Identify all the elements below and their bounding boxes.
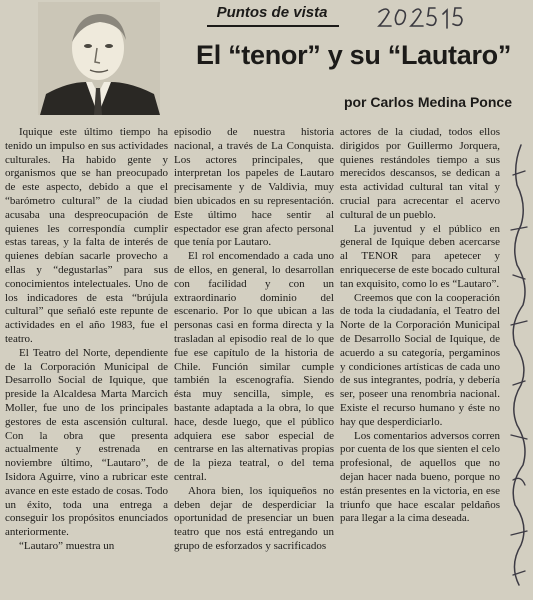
column-2-paragraph: El rol encomendado a cada uno de ellos, en general, lo desarrollan con facilidad y con un extraordinario dominio del escenario. Por lo que ubican a las personas casi en forma directa y la trasladan al episodio real de lo que fue ese capítulo de la historia de Chile. Función similar cumple también la escenografía. Siendo ésta muy sencilla, simple, es bastante adaptada a la obra, lo que hace, desde luego, que el público adquiera ese sabor especial de centrarse en las alternativas propias de la pieza teatral, o del tema central. bbox=[174, 250, 334, 483]
column-2-paragraph: episodio de nuestra historia nacional, a través de La Conquista. Los actores principales, que interpretan los papeles de Lautaro precisamente y de Valdivia, muy bien ubicados en su representación. Este último hace sentir al espectador ese gran afecto personal que tenía por Lautaro. bbox=[174, 126, 334, 249]
section-label: Puntos de vista bbox=[216, 4, 328, 21]
column-3-paragraph: Creemos que con la cooperación de toda la ciudadanía, el Teatro del Norte de la Corporación Municipal de Desarrollo Social de Iquique, de acuerdo a su categoría, pergaminos y condiciones artísticas de cada uno de sus integrantes, podría, y debería ser, poseer una renombria nacional. Existe el recurso humano y éste no hay que desperdiciarlo. bbox=[340, 291, 500, 428]
column-1-paragraph: El Teatro del Norte, dependiente de la Corporación Municipal de Desarrollo Social de Iquique, que preside la Alcaldesa Marta Marcich Moller, fue uno de los principales gestores de esta ascensión cultural. Con la obra que presenta actualmente y estrenada en noviembre último, “Lautaro”, de Isidora Aguirre, vino a rubricar este avance en este estado de cosas. Todo un éxito, toda una entrega a conseguir los propósitos enunciados anteriormente. bbox=[5, 346, 168, 539]
article-column-3 bbox=[340, 126, 500, 526]
article-byline: por Carlos Medina Ponce bbox=[343, 94, 512, 110]
handwritten-margin-note bbox=[505, 135, 533, 595]
column-2-paragraph: Ahora bien, los iquiqueños no deben dejar de desperdiciar la oportunidad de presenciar un buen teatro que nos está entregando un grupo de esforzados y sacrificados bbox=[174, 484, 334, 552]
column-1-paragraph: “Lautaro” muestra un bbox=[19, 539, 115, 552]
author-portrait-photo bbox=[38, 2, 160, 115]
column-3-paragraph: La juventud y el público en general de Iquique deben acercarse al TENOR para apetecer y enriquecerse de este bocado cultural tan exquisito, como lo es “Lautaro”. bbox=[340, 222, 500, 290]
author-portrait-image bbox=[38, 2, 160, 115]
column-3-paragraph: Los comentarios adversos corren por cuenta de los que sienten el celo profesional, de aquellos que no dejan hacer nada bueno, porque no están presentes en la victoria, en ese triunfo que hace escalar peldaños para llegar a la cima deseada. bbox=[340, 429, 500, 525]
article-headline: El “tenor” y su “Lautaro” bbox=[196, 40, 512, 70]
article-column-1 bbox=[5, 126, 168, 554]
column-3-paragraph: actores de la ciudad, todos ellos dirigidos por Guillermo Jorquera, quienes restándoles tiempo a sus merecidos descansos, se dedican a esta actividad cultural tan vital y crucial para acrecentar el acervo cultural de un pueblo. bbox=[340, 126, 500, 221]
section-divider bbox=[207, 25, 339, 27]
handwritten-number bbox=[373, 4, 493, 32]
article-column-2 bbox=[174, 126, 334, 554]
column-1-paragraph: Iquique este último tiempo ha tenido un impulso en sus actividades culturales. Ha habido gente y organismos que se han preocupado de este aspecto, debido a que el “barómetro cultural” de la ciudad acusaba una despreocupación de quienes les correspondía cumplir estas tareas, y la falta de interés de quienes debían sacarle provecho a ellas y “degustarlas” para sus conocimientos intelectuales. Uno de los indicadores de esta “brújula cultural” que señaló este repunte de actividades en el año 1983, fue el teatro. bbox=[5, 126, 168, 345]
